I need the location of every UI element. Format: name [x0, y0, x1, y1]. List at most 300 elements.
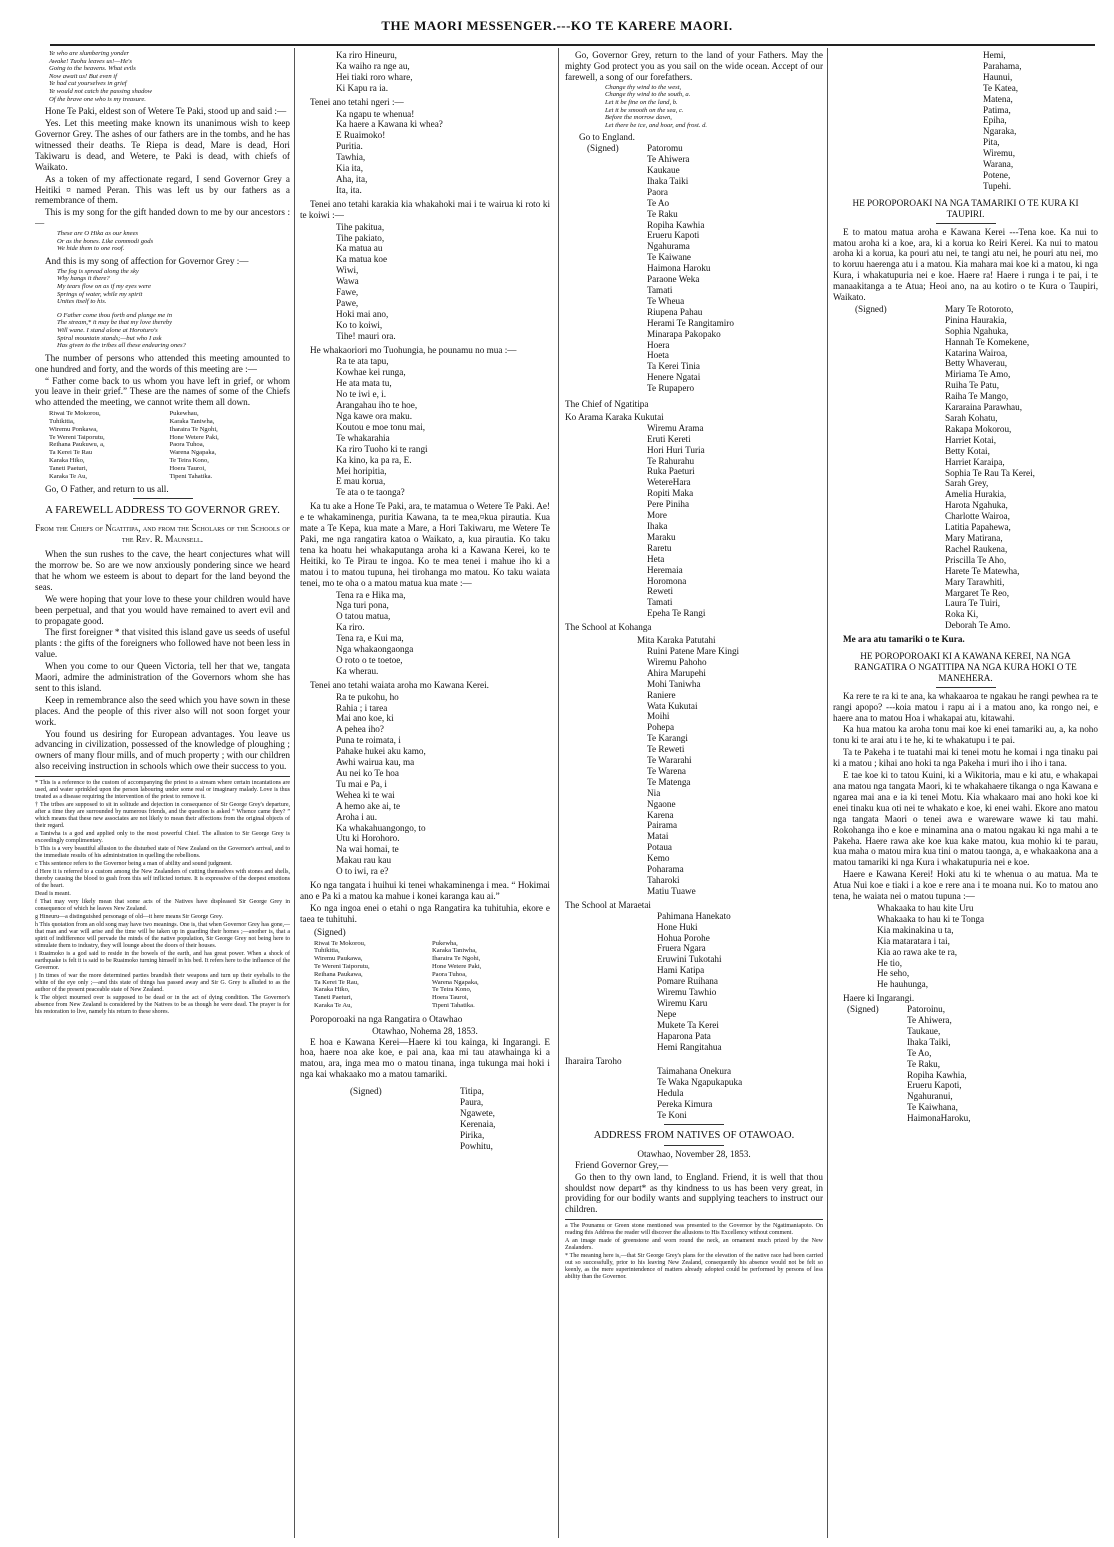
line: Mei horipitia,: [336, 465, 387, 476]
line: Ropiha Kawhia,: [907, 1069, 967, 1080]
line: Ahira Marupehi: [647, 667, 706, 678]
footnote: f That may very likely mean that some acts of the Natives have displeased Sir George Grey in consequence of which he leaves New Zealand.: [35, 899, 290, 913]
line: Aroha i au.: [336, 811, 378, 822]
line: Utu ki Horohoro.: [336, 833, 400, 844]
line: Te whakarahia: [336, 432, 390, 443]
line: Karaka Taniwha,: [169, 418, 215, 426]
line: Going to the heavens. What evils: [49, 65, 136, 73]
line: Sarah Grey,: [945, 478, 989, 489]
line: Pairama: [647, 820, 678, 831]
paragraph: The number of persons who attended this meeting amounted to one hundred and forty, and the words of this meeting are :—: [35, 352, 290, 374]
paragraph: Tenei ano tetahi ngeri :—: [310, 96, 404, 107]
line: Ruka Paeturi: [647, 466, 695, 477]
line: Te Rahurahu: [647, 455, 695, 466]
line: Hannah Te Komekene,: [945, 336, 1030, 347]
line: Te Raku: [647, 208, 678, 219]
line: Rakapa Mokorou,: [945, 423, 1012, 434]
name-list: [460, 1086, 495, 1151]
karakia: [336, 222, 550, 342]
line: Raretu: [647, 542, 672, 553]
line: Ngawete,: [460, 1108, 495, 1119]
line: Iharaira Te Ngohi,: [432, 955, 481, 963]
divider: [133, 498, 193, 499]
line: Fawe,: [336, 287, 359, 298]
name-label: Iharaira Taroho: [565, 1055, 622, 1066]
line: No te iwi e, i.: [336, 389, 387, 400]
line: Laura Te Tuiri,: [945, 598, 1001, 609]
line: Erueru Kapoti: [647, 230, 700, 241]
line: Ihaka Taiki: [647, 175, 689, 186]
paragraph: Poroporoaki na nga Rangatira o Otawhao: [310, 1013, 463, 1024]
line: Springs of water, while my spirit: [57, 290, 143, 298]
line: Ta Kerei Tinia: [647, 361, 700, 372]
line: Te ata o te taonga?: [336, 487, 405, 498]
paragraph: Go to England.: [579, 132, 635, 143]
line: Or as the bones. Like commodi gods: [57, 237, 154, 245]
line: Ihaka Taiki,: [907, 1036, 951, 1047]
line: Paura,: [460, 1097, 484, 1108]
line: Harota Ngahuka,: [945, 500, 1008, 511]
line: Pukewha,: [432, 939, 458, 947]
line: Harete Te Matewha,: [945, 565, 1020, 576]
line: Nia: [647, 787, 661, 798]
line: Pomare Ruihana: [657, 976, 718, 987]
line: Nga kawe ora maku.: [336, 411, 413, 421]
chief-label: Ko Arama Karaka Kukutai: [565, 411, 664, 422]
dateline: Otawhao, November 28, 1853.: [637, 1148, 751, 1159]
line: O Father come thou forth and plunge me in: [57, 311, 173, 319]
divider: [133, 519, 193, 520]
line: Wiremu Karu: [657, 997, 708, 1008]
line: Matai: [647, 831, 669, 842]
name-list: [945, 304, 1035, 631]
line: E mau korua,: [336, 476, 386, 487]
school-label: The School at Kohanga: [565, 622, 652, 633]
line: Eruti Kereti: [647, 433, 691, 444]
line: Erueru Kapoti,: [907, 1080, 962, 1091]
line: Kowhae kei runga,: [336, 367, 406, 378]
line: Let it be fine on the land, b.: [605, 98, 678, 106]
line: Wawa: [336, 276, 359, 287]
line: O tatou matua,: [336, 611, 391, 622]
line: Te Rupapero: [647, 383, 695, 394]
footnote: A an image made of greenstone and worn round the neck, an ornament much prized by the New Zealanders.: [565, 1238, 823, 1252]
line: Whakaaka to hau kite Uru: [877, 902, 974, 913]
line: Has given to the tribes all these endearing ones?: [57, 342, 186, 350]
line: Hoki mai ano,: [336, 308, 389, 319]
line: Wiremu Arama: [647, 422, 704, 433]
line: Ngaraka,: [983, 126, 1017, 137]
line: Awhi wairua kau, ma: [336, 757, 415, 768]
line: Haimona Haroku: [647, 263, 711, 274]
line: Puritia.: [336, 141, 363, 152]
line: Spiral mountain stands;—but who I ask: [57, 334, 162, 342]
line: Patoroinu,: [907, 1004, 946, 1015]
section-heading: ADDRESS FROM NATIVES OF OTAWOAO.: [593, 1129, 795, 1141]
line: Ka whakahuangongo, to: [336, 822, 426, 833]
line: Wiremu Paukawa,: [314, 955, 363, 963]
line: Betty Whaverau,: [945, 358, 1008, 369]
line: Pereka Kimura: [657, 1099, 713, 1110]
line: Tihe pakiato,: [336, 232, 385, 243]
line: Ka waiho ra nge au,: [336, 60, 410, 71]
line: Wiremu Ponkawa,: [49, 425, 98, 433]
line: Hedula: [657, 1088, 684, 1099]
line: Matiu Tuawe: [647, 885, 696, 896]
line: Kararaina Parawhau,: [945, 402, 1023, 413]
divider: [936, 687, 996, 688]
footnote: † The tribes are supposed to sit in solitude and dejection in consequence of Sir George Grey's departure, after a time they are surrounded by numerous friends, and the question is asked “ Whence came they? ” which means that these new associates are not likely to mean their affections from the original objects of their regard.: [35, 802, 290, 830]
line: Charlotte Wairoa,: [945, 511, 1010, 522]
paragraph: Tenei ano tetahi karakia kia whakahoki mai i te wairua ki roto ki te koiwi :—: [300, 198, 550, 220]
footnote: h This quotation from an old song may have two meanings. One is, that when Governor Grey has gone,—that man and war will arise and the time will be taken up in guarding their homes ;—another is, that a spirit of indifference will pervade the minds of the native population, Sir George Grey not being here to stimulate them to industry, they will lounge about the doors of their houses.: [35, 922, 290, 950]
line: He hauhunga,: [877, 979, 929, 990]
line: Kia mataratara i tai,: [877, 935, 950, 946]
line: Tawhia,: [336, 152, 366, 163]
line: Awake! Tuohu leaves us!—He's: [49, 57, 132, 65]
line: Ta Kerei Te Rau,: [314, 978, 359, 986]
paragraph: And this is my song of affection for Governor Grey :—: [45, 255, 249, 266]
divider: [664, 1145, 724, 1146]
section-heading: A FAREWELL ADDRESS TO GOVERNOR GREY.: [45, 504, 280, 517]
line: A pehea iho?: [336, 724, 384, 735]
line: Tihe! mauri ora.: [336, 330, 396, 341]
name-list: [647, 423, 823, 619]
line: Wehea ki te wai: [336, 789, 395, 800]
line: Puna te roimata, i: [336, 735, 401, 746]
line: Tupehi.: [983, 180, 1011, 191]
line: Eruwini Tukotahi: [657, 954, 722, 965]
line: Now await us! But even if: [49, 72, 117, 80]
line: E Ruaimoko!: [336, 130, 386, 141]
divider: [664, 1124, 724, 1125]
line: Hemi Rangitahua: [657, 1041, 722, 1052]
line: Unites itself to his.: [57, 298, 107, 306]
ngeri: [336, 109, 550, 196]
line: Karena: [647, 809, 674, 820]
line: Titipa,: [460, 1086, 484, 1097]
paragraph: Ka hua matou ka aroha tonu mai koe ki enei tamariki au, a, ka noho tonu ki te arai atu i te he, ki te whakatupu i te pai.: [833, 724, 1098, 746]
line: Karaka Hiko,: [314, 986, 350, 994]
line: Horomona: [647, 575, 687, 586]
line: Riwai Te Mokorou,: [49, 410, 101, 418]
line: Te Matenga: [647, 776, 691, 787]
line: Te Ao: [647, 197, 670, 208]
paragraph: Ko nga tangata i huihui ki tenei whakaminenga i mea. “ Hokimai ano e Pa ki a matou ka mahue i konei karanga kau ai.”: [300, 880, 550, 901]
line: Tu mai e Pa, i: [336, 778, 387, 789]
line: Ruini Patene Mare Kingi: [647, 645, 740, 656]
signed-label: (Signed): [350, 1086, 382, 1097]
line: Tamati: [647, 597, 673, 608]
line: Amelia Hurakia,: [945, 489, 1007, 500]
line: Harriet Kotai,: [945, 434, 997, 445]
line: Pawe,: [336, 297, 359, 308]
line: Te Wararahi: [647, 755, 692, 766]
line: Pukewhau,: [169, 410, 199, 418]
line: Karaka Te Au,: [49, 472, 88, 480]
paragraph: You found us desiring for European advantages. You leave us advancing in civilization, possessed of the knowledge of ploughing ; owners of many flour mills, and of much property ; with our children also receiving instruction in schools which owe their success to you.: [35, 728, 290, 772]
line: Warena Ngapaka,: [169, 449, 217, 457]
line: Ita, ita.: [336, 184, 362, 195]
line: Haparona Pata: [657, 1030, 711, 1041]
line: Before the morrow dawn,: [605, 114, 672, 122]
line: Hoera: [647, 339, 670, 350]
line: Te Teira Kono,: [169, 457, 209, 465]
footnote: * The meaning here is,—that Sir George Grey's plans for the elevation of the native race had been carried out so successfully, prior to his leaving New Zealand, consequently his absence would not be felt so keenly, as the mere superintendence of matters already adopted could be performed by persons of less ability than the Governor.: [565, 1253, 823, 1281]
line: Karaka Hiko,: [49, 457, 85, 465]
line: Katarina Wairoa,: [945, 347, 1008, 358]
line: Warana,: [983, 159, 1014, 170]
line: The stream,* it may be that my love thereby: [57, 319, 173, 327]
line: Na wai homai, te: [336, 844, 399, 855]
paragraph: E hoa e Kawana Kerei—Haere ki tou kainga, ki Ingarangi. E hoa, haere noa ake koe, e pai ana, kaa mi tau atawhainga ki a matou, ara, inga mea mo o matou tinana, inga tukunga mai hoki i nga kai whakaako mo a matou tamariki.: [300, 1036, 550, 1080]
line: WetereHara: [647, 477, 691, 488]
line: Warena Ngapaka,: [432, 978, 479, 986]
line: Hone Wetere Paki,: [169, 433, 219, 441]
line: HaimonaHaroku,: [907, 1113, 971, 1124]
line: Deborah Te Amo.: [945, 620, 1011, 631]
line: Priscilla Te Aho,: [945, 554, 1007, 565]
paragraph: When the sun rushes to the cave, the heart conjectures what will the morrow be. So are we now anxiously pondering since we heard that he whom we esteem is about to depart for the land beyond the seas.: [35, 549, 290, 592]
name-list: [647, 646, 823, 897]
line: Te Kaiwhana,: [907, 1102, 958, 1113]
column-3: [565, 50, 823, 1540]
name-list: [314, 940, 550, 1010]
line: Margaret Te Reo,: [945, 587, 1010, 598]
line: Kemo: [647, 853, 670, 864]
footnotes: [35, 780, 290, 1016]
line: Mai ano koe, ki: [336, 713, 394, 724]
line: Te Katea,: [983, 82, 1019, 93]
line: He tio,: [877, 957, 903, 968]
line: Riupena Pahau: [647, 306, 703, 317]
line: Mary Te Rotoroto,: [945, 303, 1014, 314]
line: Ruiha Te Patu,: [945, 380, 1000, 391]
paragraph: E tae koe ki to tatou Kuini, ki a Wikitoria, mau e ki atu, e whakapai ana matou nga tangata Maori, ki te whakahaere tikanga o nga Kawana e ngarea mai ana e ia ki tenei Motu. Kia whakaaro mai ano hoki koe ki enei tinaku kua oti nei te whakato e koe, ki enei wahi. Ekore ano matou nga tangata Maori o tenei awa e wareware wawe ki tau mahi. Rokohanga iho e koe e minamina ana o matou ngakau ki nga mahi a te Pakeha. Haere rawa ake koe kua kake matou, kua mohio ki te parau, kua maha o matou mira kua tini o matou taonga, a, e whakaakona ana a matou tamariki ki nga Kura i whakatupuria nei e koe.: [833, 770, 1098, 868]
line: Heremaia: [647, 564, 683, 575]
line: Te Reweti: [647, 744, 685, 755]
line: More: [647, 510, 667, 521]
line: Nepe: [657, 1008, 677, 1019]
line: Te Ao,: [907, 1047, 932, 1058]
line: My tears flow on as if my eyes were: [57, 283, 151, 290]
paragraph: The first foreigner * that visited this island gave us seeds of useful plants : the gifts of the foreigners who followed have not been less in value.: [35, 627, 290, 660]
poem: [57, 268, 290, 350]
section-heading: HE POROPOROAKI KI A KAWANA KEREI, NA NGA RANGATIRA O NGATITIPA NA NGA KURA HOKI O TE MANEHERA.: [854, 651, 1077, 683]
line: Haunui,: [983, 71, 1013, 82]
footnote: k The object mourned over is supposed to be dead or in the act of dying condition. The Governor's absence from New Zealand is considered by the Natives to be as though he were dead. The prayer is for his restoration to live, namely his return to these shores.: [35, 995, 290, 1016]
line: Mary Matirana,: [945, 532, 1003, 543]
line: Hei tiaki roro whare,: [336, 71, 413, 82]
line: Potaua: [647, 842, 673, 853]
line: Te Ahiwera,: [907, 1015, 952, 1026]
footnote: g Hineuru—a distinguished personage of old—it here means Sir George Grey.: [35, 914, 223, 921]
line: Hohua Porohe: [657, 932, 710, 943]
line: A hemo ake ai, te: [336, 800, 401, 811]
name-list: [657, 1066, 823, 1121]
line: Ngahuranui,: [907, 1091, 953, 1102]
line: Let it be smooth on the sea, c.: [605, 106, 684, 114]
line: Taimahana Onekura: [657, 1066, 732, 1077]
line: Miriama Te Amo,: [945, 369, 1011, 380]
line: Change thy wind to the west,: [605, 83, 682, 91]
line: Ka wherau.: [336, 665, 379, 676]
line: Karaka Te Au,: [314, 1001, 353, 1009]
footnote: d Here it is referred to a custom among the New Zealanders of cutting themselves with stones and shells, thereby causing the blood to gush from this self inflicted torture. It is expressive of the deepest emotions of the heart.: [35, 869, 290, 890]
line: Fruera Ngara: [657, 943, 706, 954]
line: Mukete Ta Kerei: [657, 1019, 719, 1030]
line: We hide them to one roof.: [57, 245, 125, 253]
line: Ngahurama: [647, 241, 690, 252]
line: Aha, ita,: [336, 173, 368, 184]
line: Ngaone: [647, 798, 676, 809]
footnote: Dead is meant.: [35, 891, 71, 898]
line: Herami Te Rangitamiro: [647, 317, 734, 328]
line: Te Koni: [657, 1110, 687, 1121]
line: Tamati: [647, 284, 673, 295]
line: Au nei ko Te hoa: [336, 768, 399, 778]
line: Rachel Raukena,: [945, 543, 1008, 554]
line: Pinina Haurakia,: [945, 314, 1007, 325]
footnote: j In times of war the more determined parties brandish their weapons and turn up their eyeballs to the white of the eye only ;—and this state of things has passed away and Sir G. Grey is alluded to as the author of the present peaceable state of New Zealand.: [35, 973, 290, 994]
line: Ka matua koe: [336, 254, 388, 265]
line: Ihaka: [647, 521, 668, 531]
poem: [605, 84, 823, 130]
line: Hoera Tauroi,: [432, 994, 469, 1002]
line: He seho,: [877, 968, 910, 979]
footnote: * This is a reference to the custom of accompanying the priest to a stream where certain incantations are used, and water sprinkled upon the person labouring under some real or imaginary malady. Love is thus treated as a disease requiring the intervention of the priest to remove it.: [35, 780, 290, 801]
line: Rahia ; i tarea: [336, 702, 388, 713]
line: Ra te ata tapu,: [336, 356, 389, 367]
line: Ta Kerei Te Rau: [49, 449, 93, 457]
line: Sarah Kohatu,: [945, 413, 998, 423]
line: Hone Huki: [657, 921, 698, 932]
name-list: [907, 1004, 971, 1124]
line: Henere Ngatai: [647, 372, 701, 383]
footnote: a The Pounamu or Green stone mentioned was presented to the Governor by the Ngatimaniapoto. On reading this Address the reader will discover the allusions to His Excellency without comment.: [565, 1223, 823, 1237]
line: Matena,: [983, 93, 1013, 104]
line: Paora Tuhoa,: [169, 441, 205, 449]
divider: [936, 223, 996, 224]
line: Potene,: [983, 169, 1011, 180]
line: The fog is spread along the sky: [57, 267, 139, 275]
line: Kaukaue: [647, 165, 680, 175]
signed-label: (Signed): [847, 1004, 879, 1015]
column-1: [35, 50, 290, 1540]
line: Riwai Te Mokorou,: [314, 939, 366, 947]
name-list: [657, 911, 823, 1053]
line: Sophia Ngahuka,: [945, 325, 1009, 336]
waiata: [877, 903, 1098, 990]
line: Te Teira Kono,: [432, 986, 472, 994]
line: Hoera Tauroi,: [169, 464, 206, 472]
signed-label: (Signed): [855, 303, 887, 314]
line: Mohi Taniwha: [647, 678, 701, 689]
line: Paora Tuhoa,: [432, 970, 467, 978]
column-2: [300, 50, 550, 1540]
line: Kia ita,: [336, 163, 364, 174]
masthead-rule: [50, 44, 1095, 46]
footnote: c This sentence refers to the Governor being a man of ability and sound judgment.: [35, 861, 233, 868]
line: Of the brave one who is my treasure.: [49, 95, 146, 103]
paragraph: E to matou matua aroha e Kawana Kerei ---Tena koe. Ka nui to matou aroha ki a koe, ara, ki a korua ko Reiri Kerei. Ka nui to matou aroha ki a korua, ka pouri atu nei, te tangi atu nei, he pouri atu nei, mo to koruu haerenga atu i a matou. Kia mahara mai koe ki a matou, ki nga Kura, i whakatupuria nei e koe. Haere ra! Haere i runga i te pai, i te manaakitanga a te Atua; Heoi ano, na au kotiro o te Kura o Taupiri, Waikato.: [833, 226, 1098, 303]
line: Nga turi pona,: [336, 600, 389, 611]
line: Te Wereni Taiporutu,: [49, 433, 105, 441]
line: Pita,: [983, 137, 1000, 148]
line: Epiha,: [983, 115, 1007, 126]
line: Taukaue,: [907, 1025, 941, 1036]
line: Ropiti Maka: [647, 488, 694, 499]
waiata: [336, 692, 550, 877]
footnotes: [565, 1223, 823, 1281]
line: Wiremu Pahoho: [647, 656, 707, 667]
line: Paora: [647, 186, 668, 197]
paragraph: Ta te Pakeha i te tuatahi mai ki tenei motu he komai i nga tinaku pai ki a matou ; kihai ano hoki ta nga Pakeha i muri iho i iho i tana.: [833, 747, 1098, 769]
line: Whakaaka to hau ki te Tonga: [877, 913, 985, 924]
line: Ka riro Tuoho ki te rangi: [336, 443, 428, 454]
line: Ropiha Kawhia: [647, 219, 705, 230]
line: Roka Ki,: [945, 609, 979, 620]
paragraph: Yes. Let this meeting make known its unanimous wish to keep Governor Grey. The ashes of our fathers are in the tombs, and he has witnessed their deaths. Te Riepa is dead, Mare is dead, Hori Takiwaru is dead, and Wetere, te Paki is dead, with chiefs of Waikato.: [35, 118, 290, 172]
paragraph: Ka tu ake a Hone Te Paki, ara, te matamua o Wetere Te Paki. Ae! e te whakaminenga, puritia Kawana, ta te mea,¤kua pirautia. Kua mate a Te Kepa, kua mate a Mare, a Hori Takiwaru, me Wetere Te Paki, me nga rangatira katoa o Waikato, a, kua pirautia. Ko taku tena ka hoatu hei whakaputanga aroha ki a Kawana Kerei, ko te Heitiki, ko Te Pirau te ingoa. Ko te mea tenei i mahue iho ki a matou i to matou tupuna, hei tirohanga mo matou. Ko taku waiata tenei, mo te oha o a matou matua kua mate :—: [300, 501, 550, 588]
line: Te Warena: [647, 765, 686, 776]
line: Te Wheua: [647, 295, 685, 306]
paragraph: When you come to our Queen Victoria, tell her that we, tangata Maori, admire the administration of the Governors whom she has sent to this island.: [35, 661, 290, 693]
paragraph: Friend Governor Grey,—: [575, 1159, 669, 1170]
line: Ki Kapu ra ia.: [336, 82, 389, 93]
line: Ka kino, ka pa ra, E.: [336, 454, 412, 465]
line: Let there be ice, and hoar, and frost. d.: [605, 121, 708, 129]
line: Wiwi,: [336, 265, 359, 276]
line: Wata Kukutai: [647, 700, 698, 711]
line: Te Wereni Taiporutu,: [314, 962, 370, 970]
line: Koutou e moe tonu mai,: [336, 421, 426, 432]
line: Wiremu Tawhio: [657, 987, 717, 998]
line: Te Raku,: [907, 1058, 941, 1069]
line: Mary Tarawhiti,: [945, 576, 1005, 587]
paragraph: Ka rere te ra ki te ana, ka whakaaroa te ngakau he rangi pewhea ra te rangi apopo? ---koia matou i rapu ai i a matou ano, ka rongo nei, e haere ana to matou Hoa i whakapai atu, kitawahi.: [833, 690, 1098, 723]
line: Hori Huri Turia: [647, 444, 705, 455]
line: Iharaira Te Ngohi,: [169, 425, 218, 433]
line: Parahama,: [983, 60, 1022, 71]
column-divider: [827, 48, 828, 1538]
line: O to iwi, ra e?: [336, 866, 389, 877]
line: Latitia Papahewa,: [945, 522, 1011, 533]
line: Reihana Paukawa,: [314, 970, 363, 978]
footnote: i Ruaimoko is a god said to reside in the bowels of the earth, and has great power. When a shock of earthquake is felt it is said to be Ruaimoko turning himself in his bed. It refers here to the influence of the Governor.: [35, 951, 290, 972]
paragraph: Go, Governor Grey, return to the land of your Fathers. May the mighty God protect you as you sail on the wide ocean. Accept of our farewell, a song of our forefathers.: [565, 50, 823, 82]
column-divider: [294, 48, 295, 1538]
line: Pohepa: [647, 722, 675, 733]
line: Arangahau iho te hoe,: [336, 400, 418, 411]
dateline: Otawhao, Nohema 28, 1853.: [372, 1025, 478, 1036]
signed-label: (Signed): [314, 926, 346, 937]
line: Karaka Taniwha,: [432, 947, 477, 955]
paragraph: Ko nga ingoa enei o etahi o nga Rangatira ka tuhituhia, ekore e taea te tuhituhi.: [300, 902, 550, 924]
line: Ra te pukohu, ho: [336, 691, 399, 702]
chief-label: The Chief of Ngatitipa: [565, 399, 649, 410]
line: Hami Katipa: [657, 965, 705, 976]
line: Te Waka Ngapukapuka: [657, 1077, 743, 1088]
line: Kerenaia,: [460, 1118, 496, 1129]
line: Kia ao rawa ake te ra,: [877, 946, 958, 957]
line: Pirika,: [460, 1129, 485, 1140]
name-list: [983, 50, 1098, 192]
paragraph: “ Father come back to us whom you have left in grief, or whom you leave in their grief.” These are the names of some of the Chiefs who attended the meeting, we cannot write them all down.: [35, 375, 290, 408]
line: Tihe pakitua,: [336, 221, 385, 232]
line: Paraone Weka: [647, 274, 700, 285]
line: Tipeni Tahatika.: [169, 472, 213, 480]
